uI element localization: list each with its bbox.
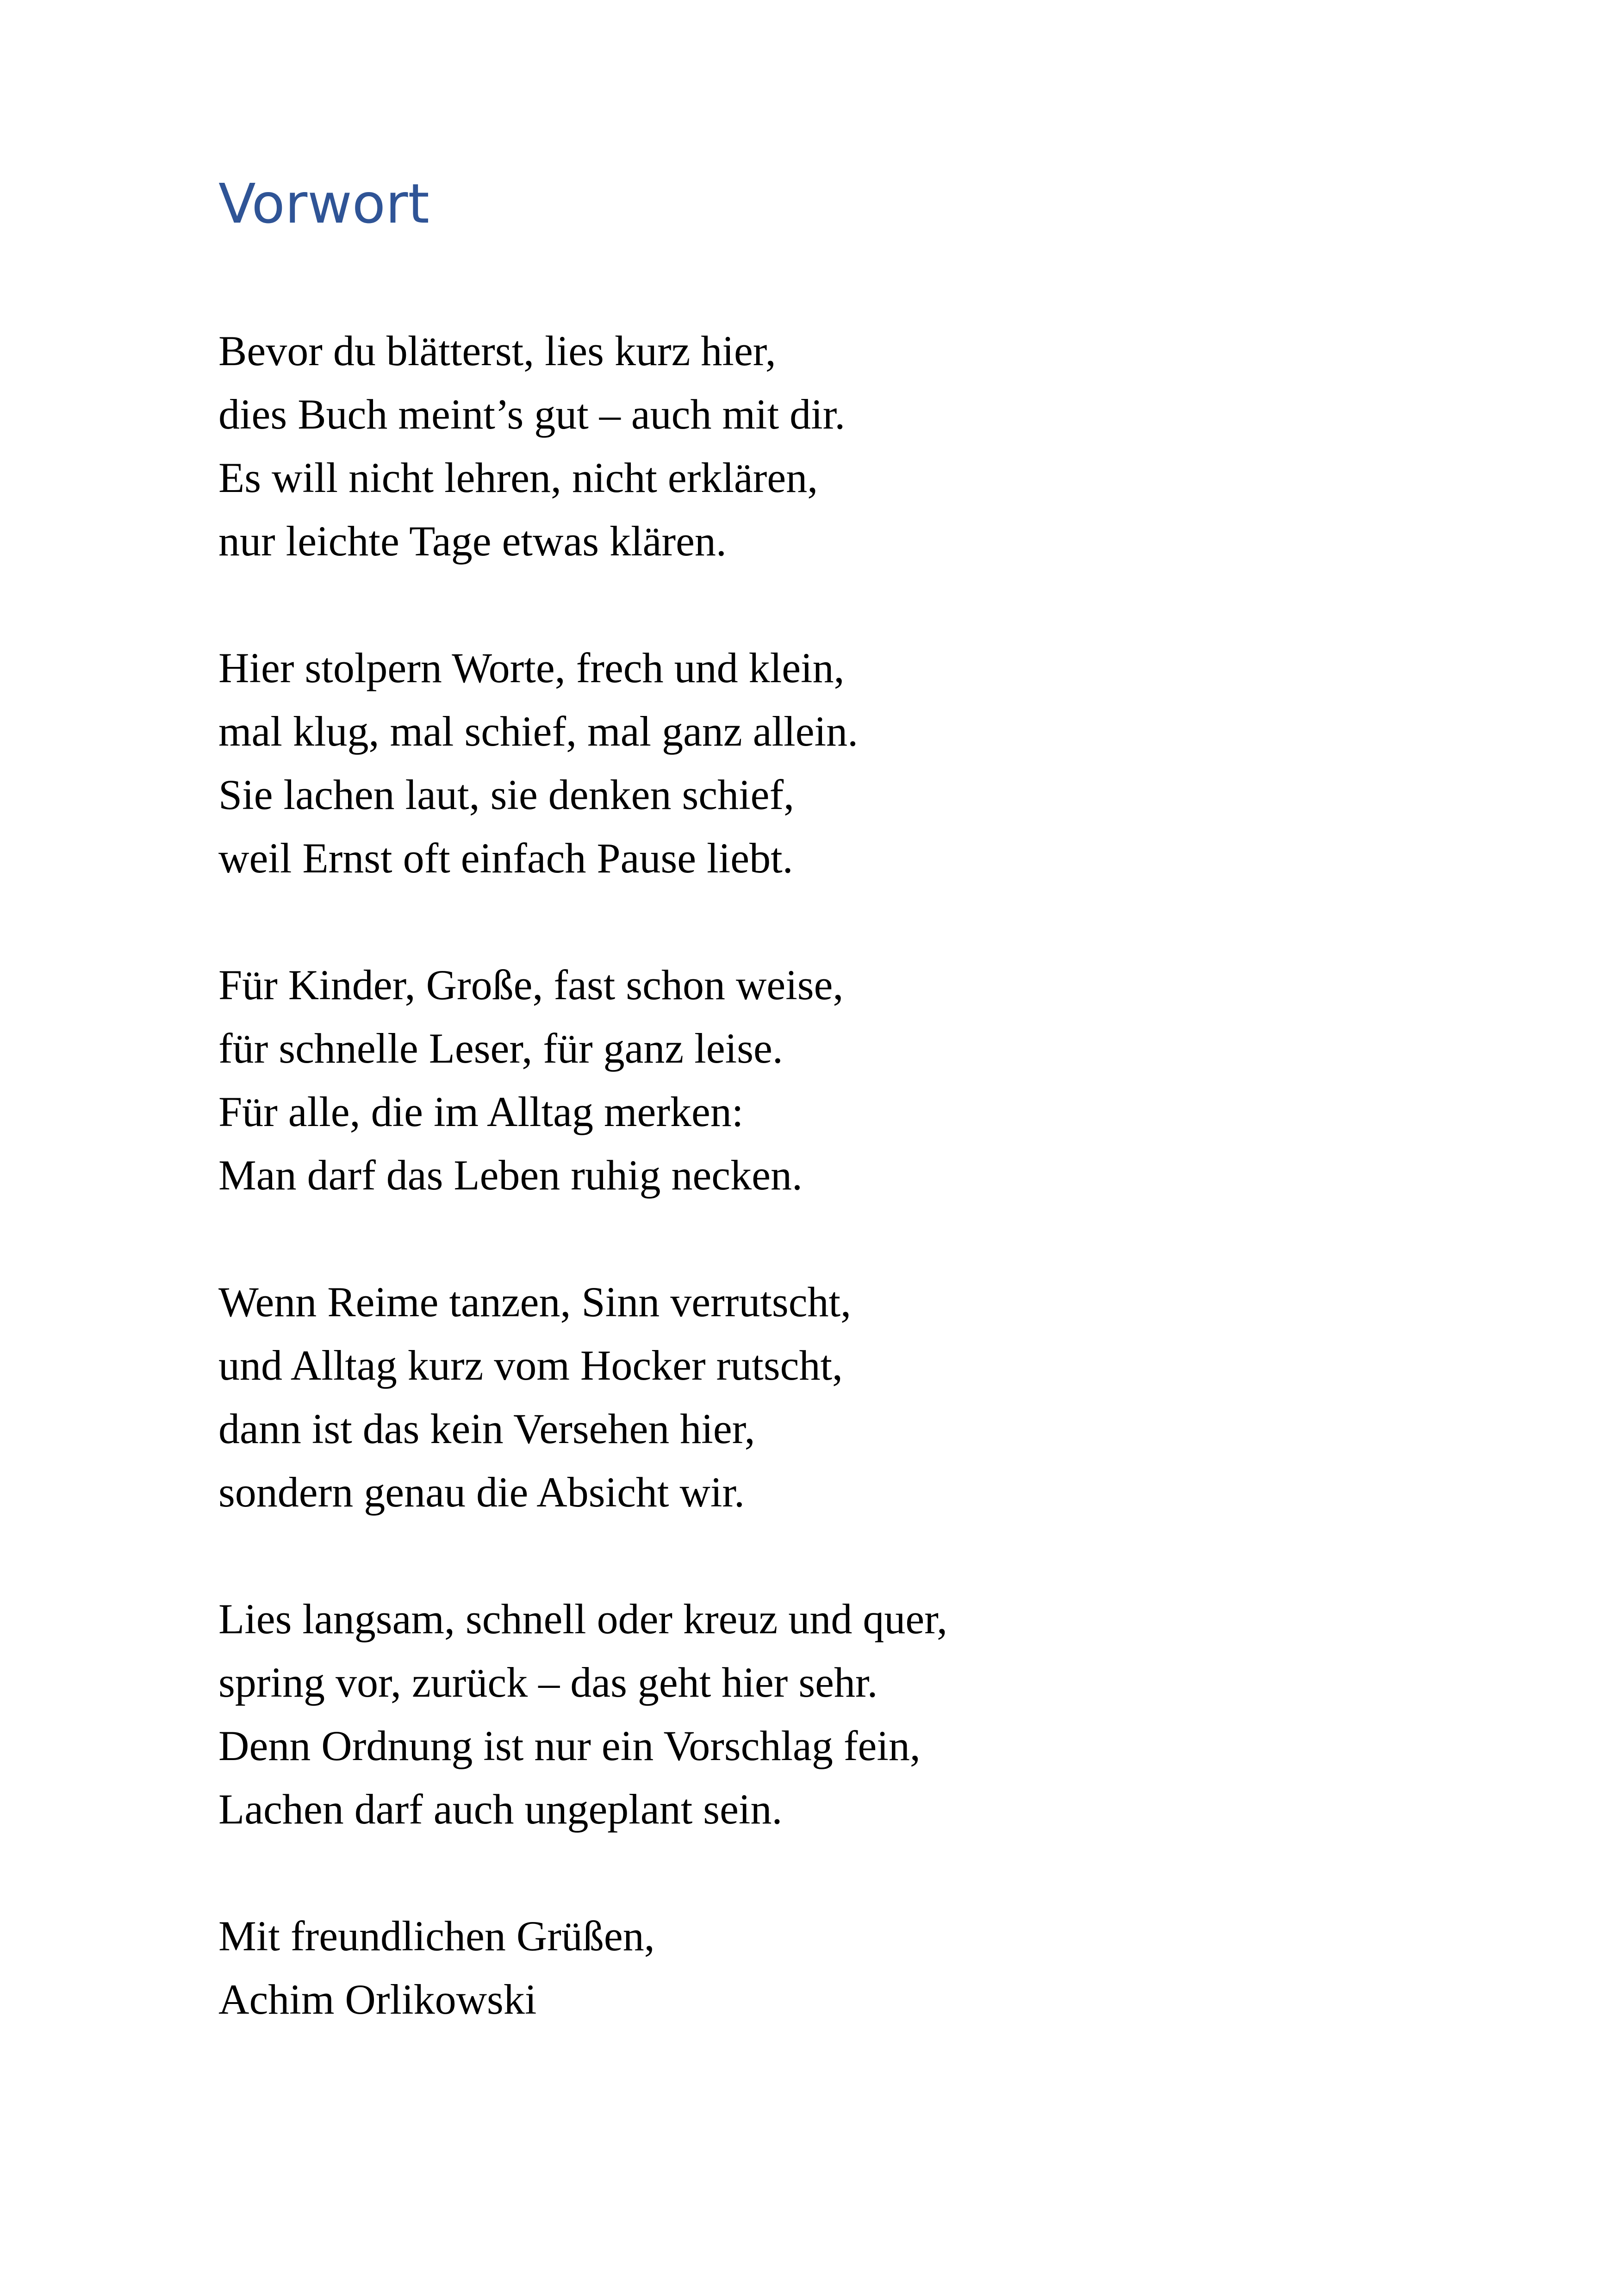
author-name: Achim Orlikowski xyxy=(218,1976,537,2023)
poem-line: Denn Ordnung ist nur ein Vorschlag fein, xyxy=(218,1722,921,1769)
poem-line: spring vor, zurück – das geht hier sehr. xyxy=(218,1659,878,1706)
poem-line: Für alle, die im Alltag merken: xyxy=(218,1088,744,1135)
poem-line: Bevor du blätterst, lies kurz hier, xyxy=(218,327,776,374)
poem-line: für schnelle Leser, für ganz leise. xyxy=(218,1025,783,1072)
poem-line: Für Kinder, Große, fast schon weise, xyxy=(218,961,844,1008)
poem-line: sondern genau die Absicht wir. xyxy=(218,1468,745,1516)
poem-line: Hier stolpern Worte, frech und klein, xyxy=(218,644,845,691)
poem-line: Sie lachen laut, sie denken schief, xyxy=(218,771,795,818)
poem-line: Lies langsam, schnell oder kreuz und quer, xyxy=(218,1595,948,1643)
poem-line: Es will nicht lehren, nicht erklären, xyxy=(218,454,818,501)
stanza-2 xyxy=(218,636,947,890)
page-title: Vorwort xyxy=(218,172,429,236)
closing-greeting: Mit freundlichen Grüßen, xyxy=(218,1912,655,1960)
stanza-3 xyxy=(218,953,947,1207)
poem-line: Wenn Reime tanzen, Sinn verrutscht, xyxy=(218,1278,852,1325)
stanza-4 xyxy=(218,1270,947,1524)
poem-line: Man darf das Leben ruhig necken. xyxy=(218,1151,803,1199)
poem-line: und Alltag kurz vom Hocker rutscht, xyxy=(218,1342,843,1389)
poem-line: Lachen darf auch ungeplant sein. xyxy=(218,1786,783,1833)
poem-body xyxy=(218,319,947,2031)
poem-line: mal klug, mal schief, mal ganz allein. xyxy=(218,708,859,755)
poem-line: weil Ernst oft einfach Pause liebt. xyxy=(218,834,793,882)
poem-line: dann ist das kein Versehen hier, xyxy=(218,1405,755,1452)
closing-block xyxy=(218,1904,947,2031)
poem-line: nur leichte Tage etwas klären. xyxy=(218,517,727,565)
stanza-5 xyxy=(218,1587,947,1841)
poem-line: dies Buch meint’s gut – auch mit dir. xyxy=(218,391,846,438)
stanza-1 xyxy=(218,319,947,573)
